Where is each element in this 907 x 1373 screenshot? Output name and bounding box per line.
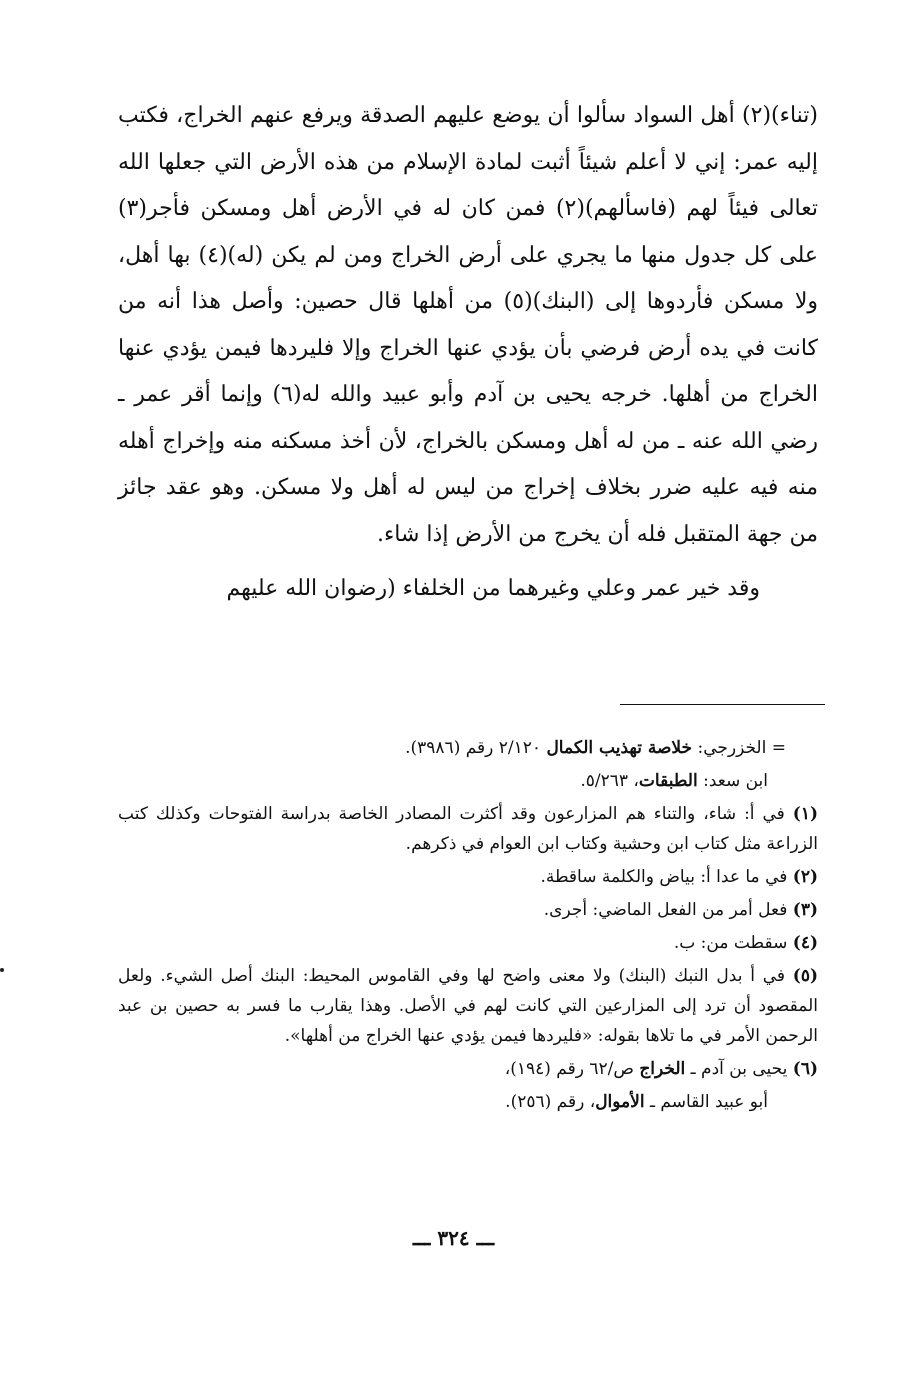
footnote-4	[118, 928, 818, 958]
footnote-text: ابن سعد:	[697, 771, 768, 791]
footnotes-block	[118, 733, 818, 1120]
footnote-text: أبو عبيد القاسم ـ	[644, 1092, 768, 1112]
scan-edge-mark	[0, 968, 4, 972]
footnote-text: في أ بدل النبك (البنك) ولا معنى واضح لها وفي القاموس المحيط: البنك أصل الشيء. ولعل المقصود أن ترد إلى المزارعين التي كانت لهم في الأصل. وهذا يقارب ما فسر به حصين بن عبد الرحمن الأمر في ما تلاها بقوله: «فليردها فيمن يؤدي عنها الخراج من أهلها».	[118, 966, 818, 1046]
footnote-2	[118, 862, 818, 892]
footnote-6	[118, 1054, 818, 1084]
footnote-text: = الخزرجي:	[692, 738, 786, 758]
footnote-continuation-1	[118, 733, 818, 763]
footnote-number: (٦)	[792, 1059, 818, 1079]
footnote-5	[118, 961, 818, 1051]
footnote-text: في أ: شاء، والتناء هم المزارعون وقد أكثرت المصادر الخاصة بدراسة الفتوحات وكذلك كتب الزراعة مثل كتاب ابن وحشية وكتاب ابن العوام في ذكرهم.	[118, 804, 818, 854]
footnote-number: (١)	[792, 804, 818, 824]
book-title: الخراج	[639, 1059, 686, 1079]
footnote-number: (٥)	[792, 966, 818, 986]
book-title: خلاصة تهذيب الكمال	[546, 738, 693, 758]
main-text-block	[118, 93, 818, 613]
footnote-divider	[620, 704, 825, 705]
main-paragraph-2: وقد خير عمر وعلي وغيرهما من الخلفاء (رضوان الله عليهم	[226, 576, 760, 601]
page-number: ـــ ٣٢٤ ـــ	[412, 1226, 495, 1250]
book-title: الأموال	[595, 1092, 645, 1112]
footnote-number: (٢)	[792, 867, 818, 887]
footnote-1	[118, 799, 818, 859]
footnote-3	[118, 895, 818, 925]
footnote-text: فعل أمر من الفعل الماضي: أجرى.	[543, 900, 793, 920]
footnote-text: ، رقم (٢٥٦).	[505, 1092, 596, 1112]
footnote-6-continuation	[118, 1087, 818, 1117]
footnote-continuation-2	[118, 766, 818, 796]
footnote-text: ٢/١٢٠ رقم (٣٩٨٦).	[405, 738, 547, 758]
footnote-text: ص/٦٢ رقم (١٩٤)،	[504, 1059, 640, 1079]
footnote-text: في ما عدا أ: بياض والكلمة ساقطة.	[540, 867, 793, 887]
main-paragraph-1: (تناء)(٢) أهل السواد سألوا أن يوضع عليهم الصدقة ويرفع عنهم الخراج، فكتب إليه عمر: إني لا أعلم شيئاً أثبت لمادة الإسلام من هذه الأرض التي جعلها الله تعالى فيئاً لهم (فاسألهم)(٢) فمن كان له في الأرض أهل ومسكن فأجر(٣) على كل جدول منها ما يجري على أرض الخراج ومن لم يكن (له)(٤) بها أهل، ولا مسكن فأردوها إلى (البنك)(٥) من أهلها قال حصين: وأصل هذا أنه من كانت في يده أرض فرضي بأن يؤدي عنها الخراج وإلا فليردها فيمن يؤدي عنها الخراج من أهلها. خرجه يحيى بن آدم وأبو عبيد والله له(٦) وإنما أقر عمر ـ رضي الله عنه ـ من له أهل ومسكن بالخراج، لأن أخذ مسكنه منه وإخراج أهله منه فيه عليه ضرر بخلاف إخراج من ليس له أهل ولا مسكن. وهو عقد جائز من جهة المتقبل فله أن يخرج من الأرض إذا شاء.	[118, 103, 819, 547]
footnote-text: ، ٥/٢٦٣.	[580, 771, 639, 791]
footnote-text: يحيى بن آدم ـ	[685, 1059, 793, 1079]
book-title: الطبقات	[638, 771, 698, 791]
footnote-number: (٤)	[792, 933, 818, 953]
footnote-text: سقطت من: ب.	[673, 933, 793, 953]
footnote-number: (٣)	[792, 900, 818, 920]
